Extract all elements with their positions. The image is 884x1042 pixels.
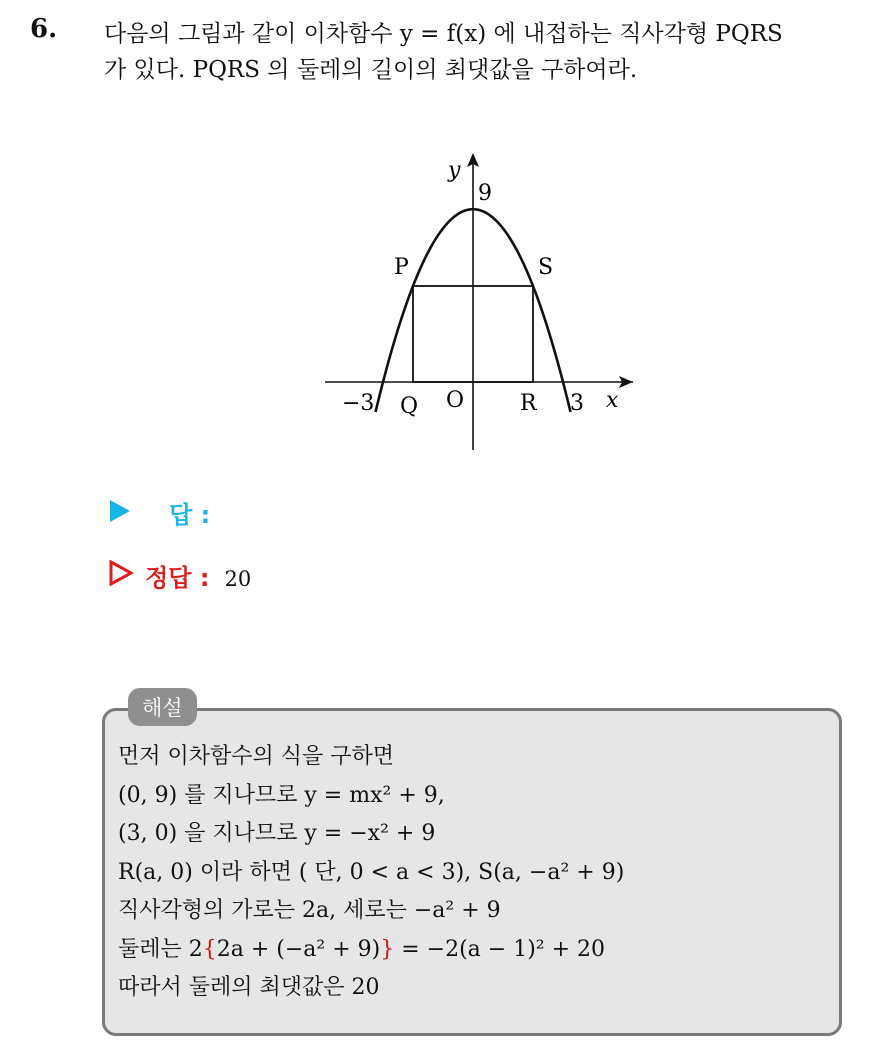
- solution-line-2: (0, 9) 를 지나므로 y = mx² + 9,: [118, 782, 445, 808]
- x-axis-label: x: [606, 388, 619, 413]
- solution-tag: 해설: [128, 688, 197, 726]
- parabola-graph: [300, 145, 660, 455]
- solution-line-1: 먼저 이차함수의 식을 구하면: [118, 744, 395, 769]
- solution-line-7: 따라서 둘레의 최댓값은 20: [118, 975, 380, 1000]
- correct-answer-value: 20: [224, 567, 252, 591]
- solution-line-6-brace-close: }: [380, 936, 395, 962]
- solution-line-6-part-a: 둘레는 2: [118, 936, 203, 962]
- solution-line-6-brace-open: {: [202, 936, 217, 962]
- vertex-label: 9: [478, 181, 492, 206]
- question-text-line-2: 가 있다. PQRS 의 둘레의 길이의 최댓값을 구하여라.: [104, 57, 638, 83]
- point-p-label: P: [394, 255, 409, 280]
- question-text-line-1: 다음의 그림과 같이 이차함수 y = f(x) 에 내접하는 직사각형 PQRS: [104, 21, 783, 47]
- origin-label: O: [446, 388, 465, 413]
- three-label: 3: [570, 391, 584, 416]
- point-q-label: Q: [400, 394, 419, 419]
- question-number: 6.: [30, 14, 58, 44]
- answer-label: 답 :: [169, 501, 211, 529]
- solution-line-6-part-c: = −2(a − 1)² + 20: [394, 936, 606, 962]
- question-text: [104, 16, 874, 88]
- solution-line-6-part-b: 2a + (−a² + 9): [216, 936, 381, 962]
- point-s-label: S: [538, 255, 554, 280]
- correct-answer-label: 정답 :: [145, 564, 210, 592]
- filled-triangle-icon: [108, 499, 140, 527]
- solution-text: [118, 738, 624, 1008]
- solution-line-5: 직사각형의 가로는 2a, 세로는 −a² + 9: [118, 898, 501, 923]
- neg-three-label: −3: [342, 391, 375, 416]
- outline-triangle-icon: [108, 560, 140, 590]
- solution-line-4: R(a, 0) 이라 하면 ( 단, 0 < a < 3), S(a, −a² + 9): [118, 859, 625, 885]
- y-axis-label: y: [448, 158, 461, 183]
- solution-line-3: (3, 0) 을 지나므로 y = −x² + 9: [118, 821, 436, 846]
- answer-row: [108, 495, 210, 530]
- correct-answer-row: [108, 558, 251, 593]
- point-r-label: R: [520, 391, 537, 416]
- solution-line-6: [118, 931, 624, 970]
